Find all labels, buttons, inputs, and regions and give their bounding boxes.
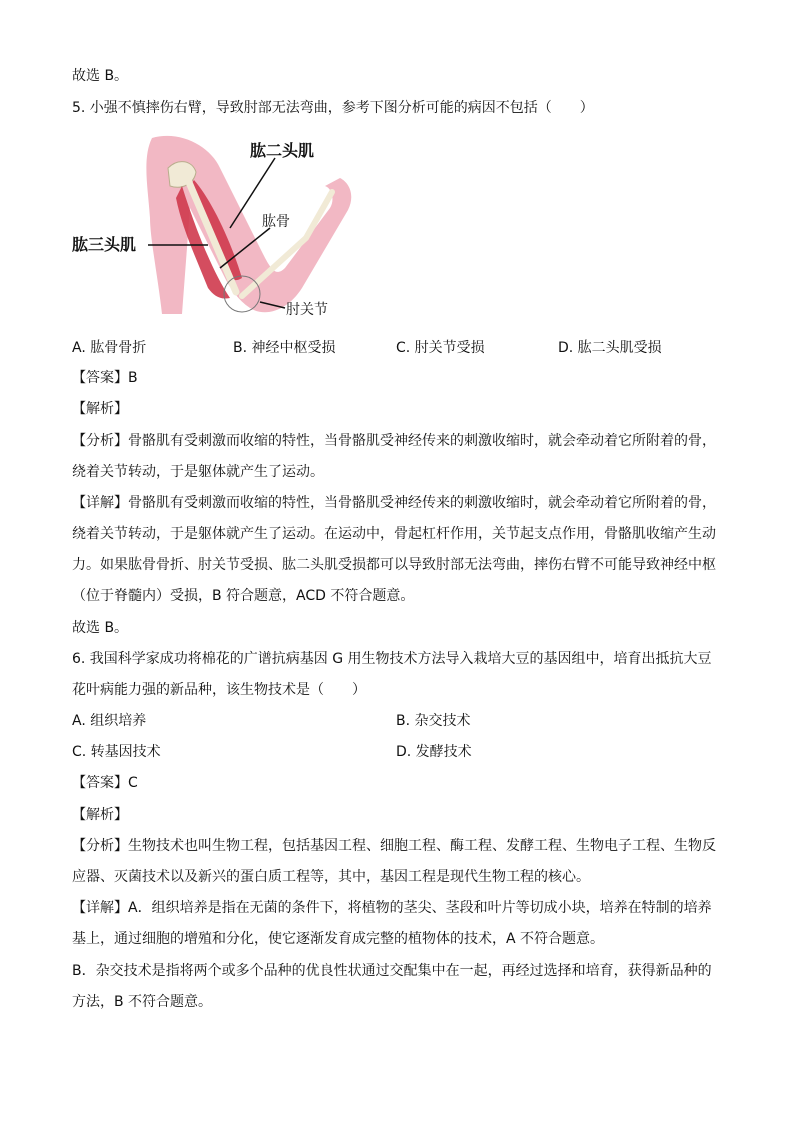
q6-option-a: A. 组织培养 xyxy=(72,713,147,729)
question-6: 6. 我国科学家成功将棉花的广谱抗病基因 G 用生物技术方法导入栽培大豆的基因组中，培育出抵抗大豆 xyxy=(72,651,712,667)
q5-analysis-line: 【分析】骨骼肌有受刺激而收缩的特性，当骨骼肌受神经传来的刺激收缩时，就会牵动着它所附着的骨， xyxy=(72,433,716,449)
q5-option-c: C. 肘关节受损 xyxy=(396,340,485,356)
q6-option-d: D. 发酵技术 xyxy=(396,744,472,760)
q6-detail-line: 【详解】A．组织培养是指在无菌的条件下，将植物的茎尖、茎段和叶片等切成小块，培养在特制的培养 xyxy=(72,900,712,916)
q6-analysis-line: 【分析】生物技术也叫生物工程，包括基因工程、细胞工程、酶工程、发酵工程、生物电子工程、生物反 xyxy=(72,838,716,854)
question-6: 花叶病能力强的新品种，该生物技术是（ ） xyxy=(72,682,366,698)
q5-detail-line: 力。如果肱骨骨折、肘关节受损、肱二头肌受损都可以导致肘部无法弯曲，摔伤右臂不可能导致神经中枢 xyxy=(72,557,716,573)
q6-detail-line: B．杂交技术是指将两个或多个品种的优良性状通过交配集中在一起，再经过选择和培育，获得新品种的 xyxy=(72,963,712,979)
q6-option-b: B. 杂交技术 xyxy=(396,713,471,729)
q5-analysis-heading: 【解析】 xyxy=(72,401,128,417)
q5-option-b: B. 神经中枢受损 xyxy=(233,340,336,356)
label-triceps: 肱三头肌 xyxy=(72,235,137,254)
arm-muscle-figure xyxy=(70,128,370,328)
label-elbow: 肘关节 xyxy=(286,302,328,318)
q5-detail-line: 绕着关节转动，于是躯体就产生了运动。在运动中，骨起杠杆作用，关节起支点作用，骨骼肌收缩产生动 xyxy=(72,526,716,542)
arm-diagram xyxy=(70,128,370,328)
q6-detail-line: 方法，B 不符合题意。 xyxy=(72,994,213,1010)
q6-answer: 【答案】C xyxy=(72,775,138,791)
label-humerus: 肱骨 xyxy=(262,214,290,230)
q5-conclusion: 故选 B。 xyxy=(72,620,129,636)
q5-answer: 【答案】B xyxy=(72,370,138,386)
q5-option-a: A. 肱骨骨折 xyxy=(72,340,147,356)
label-biceps: 肱二头肌 xyxy=(250,141,315,160)
q5-analysis-line: 绕着关节转动，于是躯体就产生了运动。 xyxy=(72,464,324,480)
q5-detail-line: （位于脊髓内）受损，B 符合题意，ACD 不符合题意。 xyxy=(72,588,415,604)
q6-option-c: C. 转基因技术 xyxy=(72,744,161,760)
q5-detail-line: 【详解】骨骼肌有受刺激而收缩的特性，当骨骼肌受神经传来的刺激收缩时，就会牵动着它所附着的骨， xyxy=(72,495,716,511)
q5-option-d: D. 肱二头肌受损 xyxy=(558,340,662,356)
question-5: 5. 小强不慎摔伤右臂，导致肘部无法弯曲，参考下图分析可能的病因不包括（ ） xyxy=(72,100,594,116)
text-line: 故选 B。 xyxy=(72,68,129,84)
q6-analysis-heading: 【解析】 xyxy=(72,807,128,823)
q6-detail-line: 基上，通过细胞的增殖和分化，使它逐渐发育成完整的植物体的技术，A 不符合题意。 xyxy=(72,931,605,947)
q6-analysis-line: 应器、灭菌技术以及新兴的蛋白质工程等，其中，基因工程是现代生物工程的核心。 xyxy=(72,869,590,885)
